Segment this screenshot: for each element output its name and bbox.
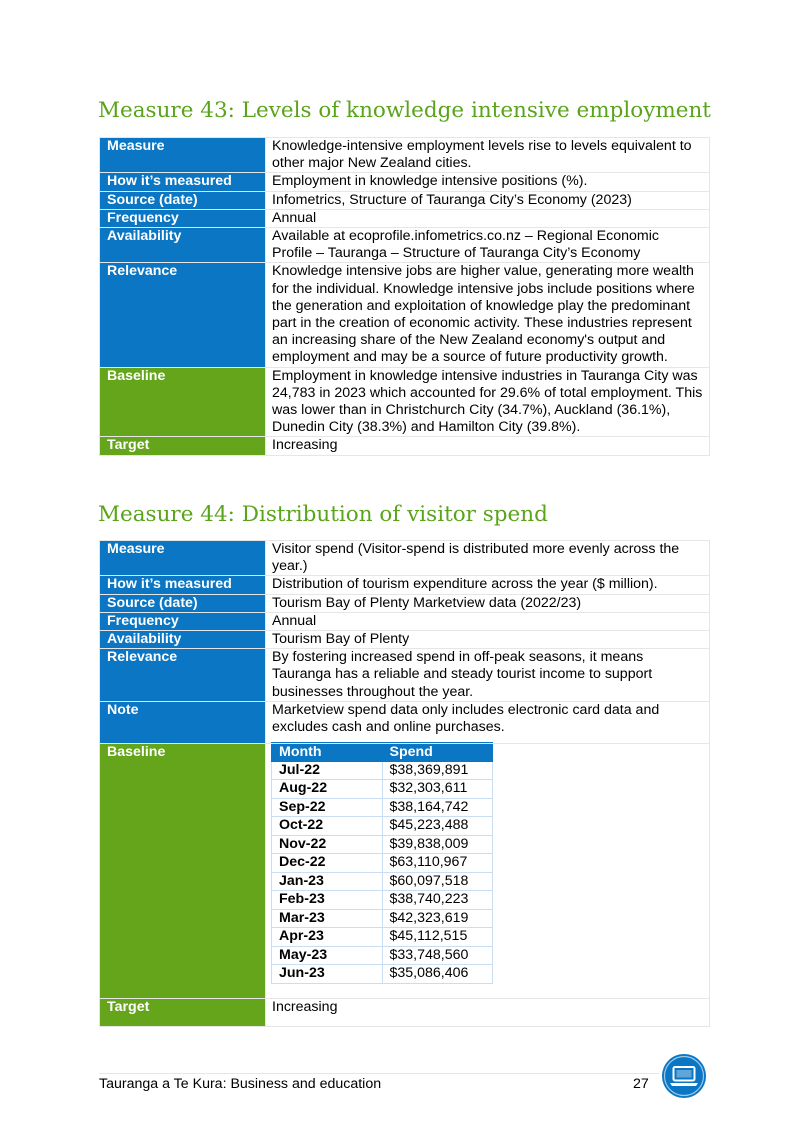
row-value-baseline: Employment in knowledge intensive industries in Tauranga City was 24,783 in 2023 which accounted for 29.6% of total employment. This was lower than in Christchurch City (34.7%), Auckland (36.1%), Dunedin City (38.3%) and Hamilton City (39.8%). <box>266 367 710 437</box>
spend-row <box>272 854 493 873</box>
table-row <box>100 263 710 367</box>
row-label-source: Source (date) <box>100 594 266 612</box>
spend-month-cell: Oct-22 <box>272 817 383 836</box>
spend-value-cell: $33,748,560 <box>382 946 493 965</box>
spend-value-cell: $42,323,619 <box>382 909 493 928</box>
spend-month-cell: Sep-22 <box>272 798 383 817</box>
row-label-how-measured: How it’s measured <box>100 576 266 594</box>
row-value-frequency: Annual <box>266 209 710 227</box>
row-label-frequency: Frequency <box>100 209 266 227</box>
table-row <box>100 541 710 576</box>
spend-row <box>272 835 493 854</box>
spend-row <box>272 872 493 891</box>
visitor-spend-table <box>271 742 493 984</box>
table-row <box>100 743 710 998</box>
table-row <box>100 649 710 702</box>
table-row <box>100 209 710 227</box>
row-value-availability: Tourism Bay of Plenty <box>266 631 710 649</box>
spend-row <box>272 798 493 817</box>
spend-value-cell: $35,086,406 <box>382 965 493 984</box>
spend-row <box>272 761 493 780</box>
spend-header-row <box>272 742 493 761</box>
spend-value-cell: $60,097,518 <box>382 872 493 891</box>
row-label-target: Target <box>100 437 266 455</box>
page-number: 27 <box>633 1076 649 1092</box>
row-label-availability: Availability <box>100 228 266 263</box>
spend-row <box>272 909 493 928</box>
row-value-target: Increasing <box>266 437 710 455</box>
row-value-source: Tourism Bay of Plenty Marketview data (2022/23) <box>266 594 710 612</box>
spend-value-cell: $38,164,742 <box>382 798 493 817</box>
spend-month-cell: Jun-23 <box>272 965 383 984</box>
row-value-source: Infometrics, Structure of Tauranga City’s Economy (2023) <box>266 191 710 209</box>
table-row <box>100 228 710 263</box>
spend-month-cell: Jul-22 <box>272 761 383 780</box>
spend-value-cell: $63,110,967 <box>382 854 493 873</box>
table-row <box>100 138 710 173</box>
table-row <box>100 701 710 743</box>
spend-row <box>272 928 493 947</box>
spend-value-cell: $38,740,223 <box>382 891 493 910</box>
row-label-frequency: Frequency <box>100 612 266 630</box>
row-label-note: Note <box>100 701 266 743</box>
table-row <box>100 173 710 191</box>
laptop-icon <box>661 1053 707 1099</box>
row-label-measure: Measure <box>100 541 266 576</box>
row-value-relevance: Knowledge intensive jobs are higher value, generating more wealth for the individual. Knowledge intensive jobs include positions where the generation and exploitation of knowledge play the predominant part in the creation of economic activity. These industries represent an increasing share of the New Zealand economy's output and employment and may be a source of future productivity growth. <box>266 263 710 367</box>
spend-month-cell: Mar-23 <box>272 909 383 928</box>
row-label-relevance: Relevance <box>100 263 266 367</box>
spend-value-cell: $32,303,611 <box>382 780 493 799</box>
spend-header-month: Month <box>272 742 383 761</box>
spend-header-spend: Spend <box>382 742 493 761</box>
spend-month-cell: Feb-23 <box>272 891 383 910</box>
table-row <box>100 437 710 455</box>
spend-row <box>272 891 493 910</box>
spend-row <box>272 946 493 965</box>
measure-43-table <box>99 137 710 456</box>
row-value-availability: Available at ecoprofile.infometrics.co.nz – Regional Economic Profile – Tauranga – Structure of Tauranga City’s Economy <box>266 228 710 263</box>
row-value-note: Marketview spend data only includes electronic card data and excludes cash and online purchases. <box>266 701 710 743</box>
spend-value-cell: $45,112,515 <box>382 928 493 947</box>
footer-divider <box>99 1073 659 1074</box>
row-value-measure: Visitor spend (Visitor-spend is distributed more evenly across the year.) <box>266 541 710 576</box>
row-value-how-measured: Distribution of tourism expenditure across the year ($ million). <box>266 576 710 594</box>
spend-month-cell: Aug-22 <box>272 780 383 799</box>
measure-43-title: Measure 43: Levels of knowledge intensive employment <box>98 98 711 123</box>
measure-44-table <box>99 540 710 1027</box>
spend-month-cell: Dec-22 <box>272 854 383 873</box>
spend-row <box>272 817 493 836</box>
spend-value-cell: $45,223,488 <box>382 817 493 836</box>
row-value-frequency: Annual <box>266 612 710 630</box>
spend-value-cell: $39,838,009 <box>382 835 493 854</box>
table-row <box>100 576 710 594</box>
row-label-baseline: Baseline <box>100 367 266 437</box>
spend-month-cell: May-23 <box>272 946 383 965</box>
spend-month-cell: Apr-23 <box>272 928 383 947</box>
row-label-baseline: Baseline <box>100 743 266 998</box>
row-label-source: Source (date) <box>100 191 266 209</box>
row-label-how-measured: How it’s measured <box>100 173 266 191</box>
row-value-baseline <box>266 743 710 998</box>
footer-title: Tauranga a Te Kura: Business and education <box>99 1076 382 1092</box>
measure-44-title: Measure 44: Distribution of visitor spend <box>98 502 548 527</box>
spend-row <box>272 965 493 984</box>
table-row <box>100 594 710 612</box>
spend-value-cell: $38,369,891 <box>382 761 493 780</box>
row-value-measure: Knowledge-intensive employment levels rise to levels equivalent to other major New Zealand cities. <box>266 138 710 173</box>
row-value-target: Increasing <box>266 998 710 1026</box>
row-value-how-measured: Employment in knowledge intensive positions (%). <box>266 173 710 191</box>
row-value-relevance: By fostering increased spend in off-peak seasons, it means Tauranga has a reliable and steady tourist income to support businesses throughout the year. <box>266 649 710 702</box>
spend-month-cell: Jan-23 <box>272 872 383 891</box>
table-row <box>100 191 710 209</box>
spend-month-cell: Nov-22 <box>272 835 383 854</box>
table-row <box>100 367 710 437</box>
row-label-measure: Measure <box>100 138 266 173</box>
spend-row <box>272 780 493 799</box>
row-label-target: Target <box>100 998 266 1026</box>
table-row <box>100 631 710 649</box>
table-row <box>100 612 710 630</box>
row-label-availability: Availability <box>100 631 266 649</box>
row-label-relevance: Relevance <box>100 649 266 702</box>
table-row <box>100 998 710 1026</box>
